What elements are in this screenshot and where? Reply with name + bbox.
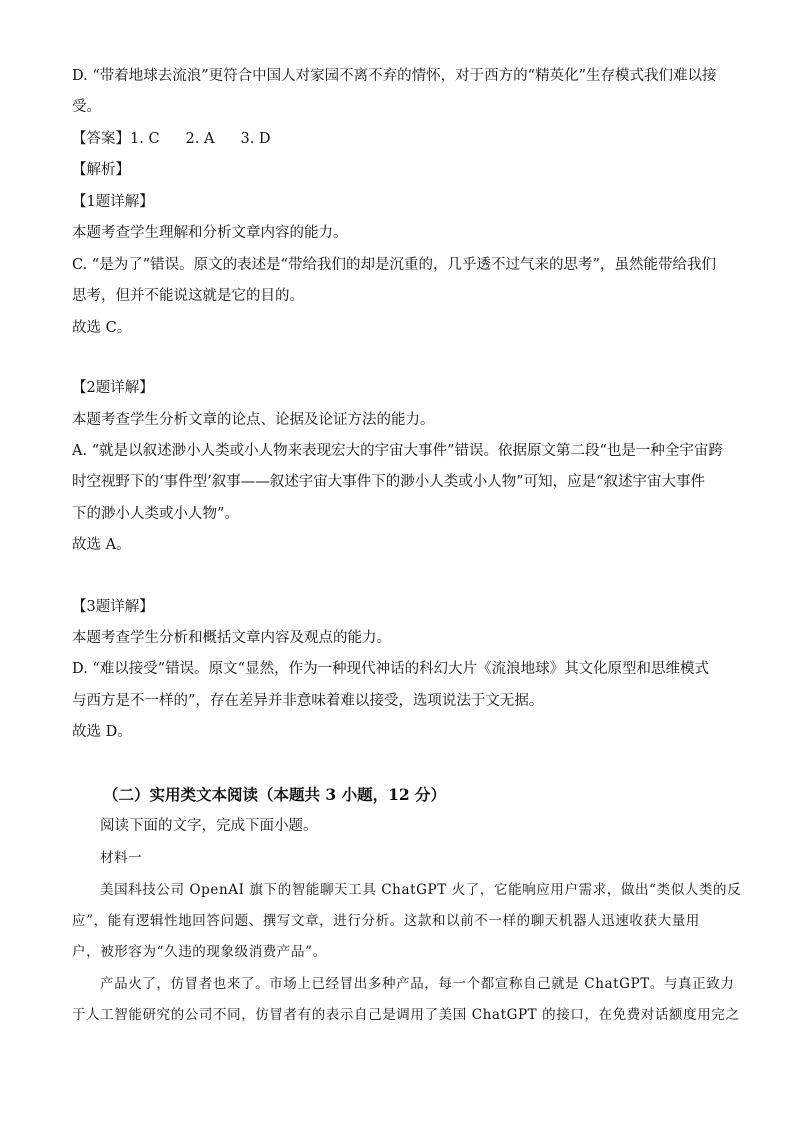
material-label: 材料一 [100,850,143,866]
answer-3: 3. D [240,131,271,147]
q1-text-a: 本题考查学生理解和分析文章内容的能力。 [72,225,348,241]
material-1-line-a: 美国科技公司 OpenAI 旗下的智能聊天工具 ChatGPT 火了，它能响应用户需求，做出“类似人类的反 [100,882,742,898]
answer-2: 2. A [185,131,215,147]
option-d-line-1: D. “带着地球去流浪”更符合中国人对家园不离不弃的情怀，对于西方的“精英化”生存模式我们难以接 [72,68,717,84]
q3-text-d: 故选 D。 [72,724,132,740]
q2-text-a: 本题考查学生分析文章的论点、论据及论证方法的能力。 [72,412,435,428]
q1-text-c: 思考，但并不能说这就是它的目的。 [72,288,304,304]
answer-1: 1. C [130,131,160,147]
material-2-line-b: 于人工智能研究的公司不同，仿冒者有的表示自己是调用了美国 ChatGPT 的接口，在免费对话额度用完之 [72,1007,740,1023]
reading-instruction: 阅读下面的文字，完成下面小题。 [100,818,318,834]
section-title: （二）实用类文本阅读（本题共 3 小题，12 分） [103,785,447,804]
q3-heading: 【3题详解】 [72,599,154,615]
q2-text-b: A. “就是以叙述渺小人类或小人物来表现宏大的宇宙大事件”错误。依据原文第二段“也是一种全宇宙跨 [72,443,723,459]
q1-heading: 【1题详解】 [72,194,154,210]
q1-text-d: 故选 C。 [72,320,132,336]
q2-text-c: 时空视野下的‘事件型’叙事——叙述宇宙大事件下的渺小人类或小人物”可知，应是“叙述宇宙大事件 [72,474,706,490]
answer-line [72,129,732,149]
answer-label: 【答案】 [72,131,130,147]
q3-text-a: 本题考查学生分析和概括文章内容及观点的能力。 [72,630,391,646]
q3-text-b: D. “难以接受”错误。原文“显然，作为一种现代神话的科幻大片《流浪地球》其文化原型和思维模式 [72,661,710,677]
material-2-line-a: 产品火了，仿冒者也来了。市场上已经冒出多种产品，每一个都宣称自己就是 ChatGPT。与真正致力 [100,976,735,992]
q2-heading: 【2题详解】 [72,380,154,396]
material-1-line-b: 应”，能有逻辑性地回答问题、撰写文章，进行分析。这款和以前不一样的聊天机器人迅速收获大量用 [72,913,700,929]
q2-text-e: 故选 A。 [72,537,131,553]
analysis-label: 【解析】 [72,162,130,178]
q3-text-c: 与西方是不一样的”，存在差异并非意味着难以接受，选项说法于文无据。 [72,693,544,709]
q1-text-b: C. “是为了”错误。原文的表述是“带给我们的却是沉重的，几乎透不过气来的思考”，虽然能带给我们 [72,257,716,273]
option-d-line-2: 受。 [72,99,101,115]
material-1-line-c: 户，被形容为“久违的现象级消费产品”。 [72,944,327,960]
q2-text-d: 下的渺小人类或小人物”。 [72,506,239,522]
